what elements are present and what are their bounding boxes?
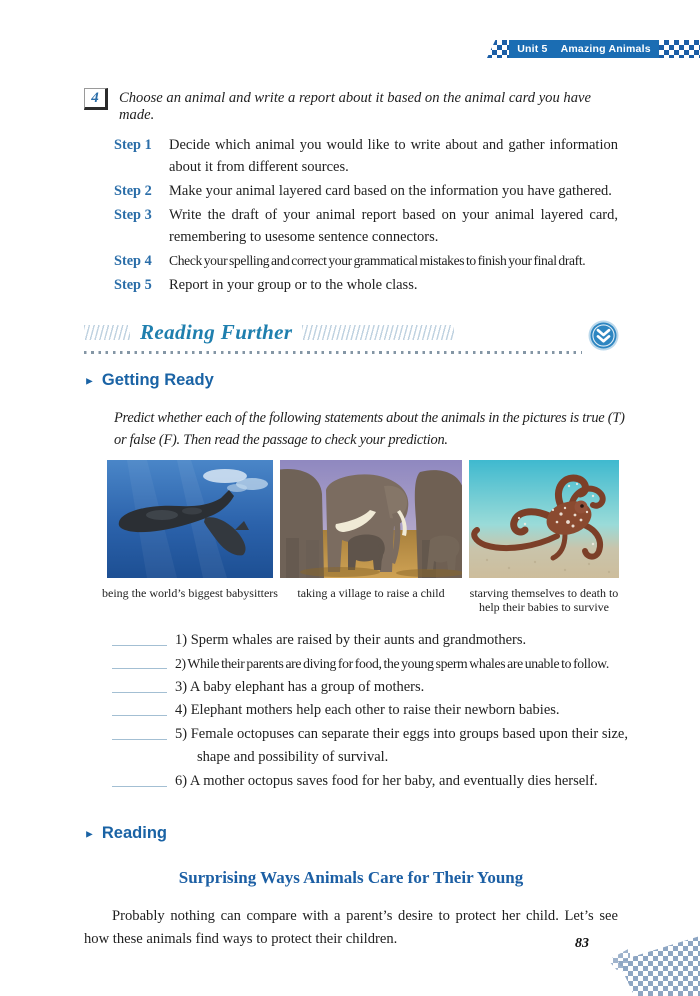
statement-row <box>112 770 640 794</box>
whales-caption: being the world’s biggest babysitters <box>102 585 278 600</box>
statement-row <box>112 676 640 700</box>
reading-heading <box>84 824 618 843</box>
step-row <box>114 134 618 178</box>
reading-further-title: Reading Further <box>140 320 293 344</box>
step-label: Step 2 <box>114 183 152 199</box>
answer-blank <box>112 770 167 787</box>
exercise-steps <box>114 134 618 296</box>
step-row <box>114 274 618 296</box>
predict-instruction: Predict whether each of the following statements about the animals in the pictures is true (T) or false (F). Then read the passage to check your prediction. <box>114 409 625 448</box>
answer-blank <box>112 676 167 693</box>
octopus-figure <box>469 460 619 614</box>
answer-blank <box>112 652 167 669</box>
double-chevron-down-icon <box>588 320 619 351</box>
hatch-decoration-right <box>302 325 454 340</box>
step-text: Report in your group or to the whole class. <box>169 277 418 293</box>
reading-further-row <box>84 320 618 345</box>
step-row <box>114 204 618 248</box>
statement-text: 2) While their parents are diving for food, the young sperm whales are unable to follow. <box>175 656 609 671</box>
step-label: Step 5 <box>114 277 152 293</box>
elephants-caption: taking a village to raise a child <box>297 585 445 600</box>
getting-ready-label: Getting Ready <box>101 371 214 389</box>
elephants-photo <box>280 460 462 578</box>
sperm-whales-photo <box>107 460 273 578</box>
unit-header-bar <box>509 40 659 58</box>
step-label: Step 1 <box>114 137 152 153</box>
header-checker-right <box>659 40 700 58</box>
footer-checker-corner <box>618 936 700 996</box>
step-text: Check your spelling and correct your grammatical mistakes to finish your final draft. <box>169 253 586 268</box>
octopus-photo <box>469 460 619 578</box>
statement-row <box>112 652 640 676</box>
statement-row <box>112 723 640 770</box>
step-text: Decide which animal you would like to write about and gather information about it from different sources. <box>169 137 618 175</box>
unit-title: Amazing Animals <box>560 43 651 55</box>
answer-blank <box>112 629 167 646</box>
animal-photo-row <box>102 460 619 614</box>
step-text: Write the draft of your animal report based on your animal layered card, remembering to usesome sentence connectors. <box>169 207 618 245</box>
unit-header <box>487 40 700 58</box>
elephants-figure <box>280 460 462 614</box>
statement-text: 1) Sperm whales are raised by their aunts and grandmothers. <box>175 631 527 648</box>
header-checker-left <box>487 40 509 58</box>
statement-text: 6) A mother octopus saves food for her baby, and eventually dies herself. <box>175 772 598 789</box>
page-number: 83 <box>575 936 589 951</box>
triangle-bullet-icon: ► <box>84 375 95 387</box>
step-label: Step 3 <box>114 207 152 223</box>
article-paragraph: Probably nothing can compare with a parent’s desire to protect her child. Let’s see how these animals find ways to protect their children. <box>84 908 618 947</box>
reading-label: Reading <box>101 824 167 842</box>
triangle-bullet-icon: ► <box>84 828 95 840</box>
exercise-number-badge: 4 <box>84 88 108 110</box>
statement-text: 3) A baby elephant has a group of mothers. <box>175 678 425 695</box>
getting-ready-heading <box>84 371 618 390</box>
step-text: Make your animal layered card based on the information you have gathered. <box>169 183 612 199</box>
page-content <box>84 88 628 950</box>
statement-row <box>112 699 640 723</box>
exercise-4-header <box>84 88 618 124</box>
statement-text: 5) Female octopuses can separate their eggs into groups based upon their size, shape and possibility of survival. <box>175 725 628 765</box>
answer-blank <box>112 723 167 740</box>
answer-blank <box>112 699 167 716</box>
true-false-statements <box>112 629 640 794</box>
octopus-caption: starving themselves to death to help their babies to survive <box>469 585 619 614</box>
step-row <box>114 250 618 272</box>
exercise-instruction: Choose an animal and write a report about it based on the animal card you have made. <box>119 90 591 123</box>
statement-text: 4) Elephant mothers help each other to raise their newborn babies. <box>175 702 560 718</box>
article-title: Surprising Ways Animals Care for Their Young <box>178 868 524 887</box>
hatch-decoration-left <box>84 325 130 340</box>
unit-label: Unit 5 <box>517 43 548 55</box>
sperm-whales-figure <box>102 460 278 614</box>
step-row <box>114 180 618 202</box>
reading-further-banner <box>84 320 618 354</box>
step-label: Step 4 <box>114 253 152 269</box>
statement-row <box>112 629 640 653</box>
dotted-divider <box>84 351 582 354</box>
